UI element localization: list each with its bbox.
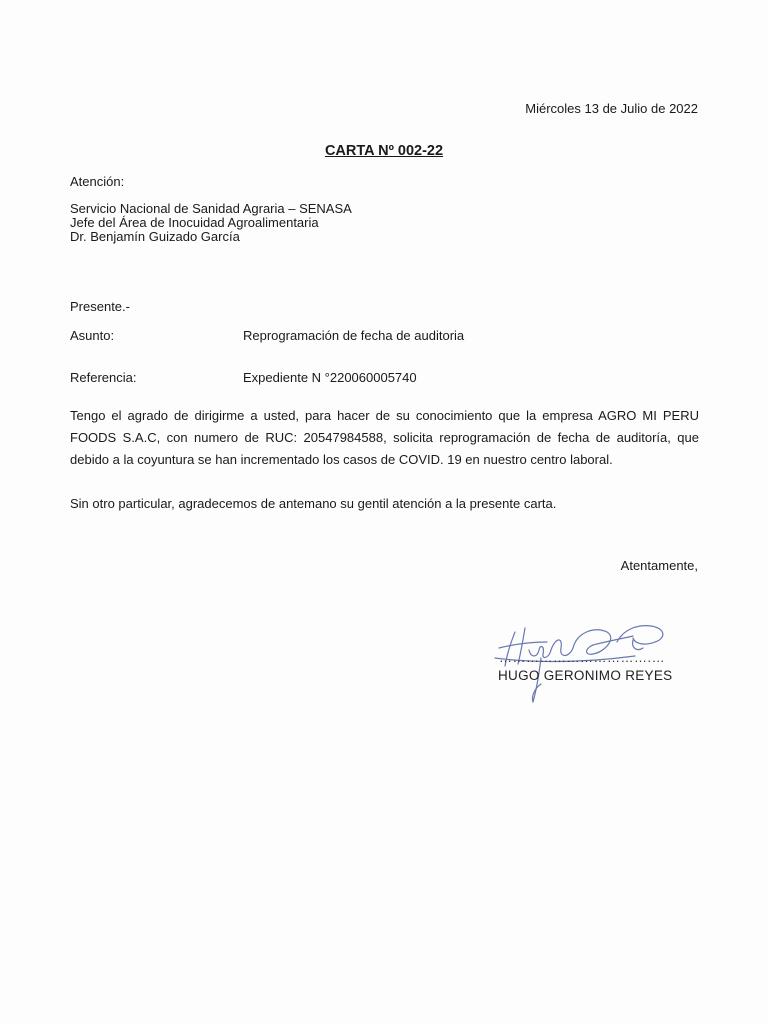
reference-value: Expediente N °220060005740 — [243, 370, 417, 385]
letter-date: Miércoles 13 de Julio de 2022 — [525, 101, 698, 116]
recipient-position: Jefe del Área de Inocuidad Agroalimentaria — [70, 215, 319, 230]
subject-value: Reprogramación de fecha de auditoria — [243, 328, 465, 343]
recipient-name: Dr. Benjamín Guizado García — [70, 229, 240, 244]
subject-label: Asunto: — [70, 328, 115, 343]
signature-block — [485, 618, 685, 708]
body-paragraph: Tengo el agrado de dirigirme a usted, para hacer de su conocimiento que la empresa AGRO MI PERU FOODS S.A.C, con numero de RUC: 20547984588, solicita reprogramación de fecha de auditoría, que debido a la coyuntura se han incrementado los casos de COVID. 19 en nuestro centro laboral. — [70, 408, 699, 467]
attention-label: Atención: — [70, 174, 125, 189]
signature-line: …………………………….… — [499, 650, 666, 665]
letter-title: CARTA Nº 002-22 — [324, 143, 444, 159]
reference-label: Referencia: — [70, 370, 137, 385]
recipient-organization: Servicio Nacional de Sanidad Agraria – SENASA — [70, 201, 352, 216]
closing-paragraph: Sin otro particular, agradecemos de antemano su gentil atención a la presente carta. — [70, 496, 557, 511]
signer-name: HUGO GERONIMO REYES — [498, 668, 673, 683]
presente-line: Presente.- — [70, 299, 130, 314]
closing-salutation: Atentamente, — [620, 558, 698, 573]
